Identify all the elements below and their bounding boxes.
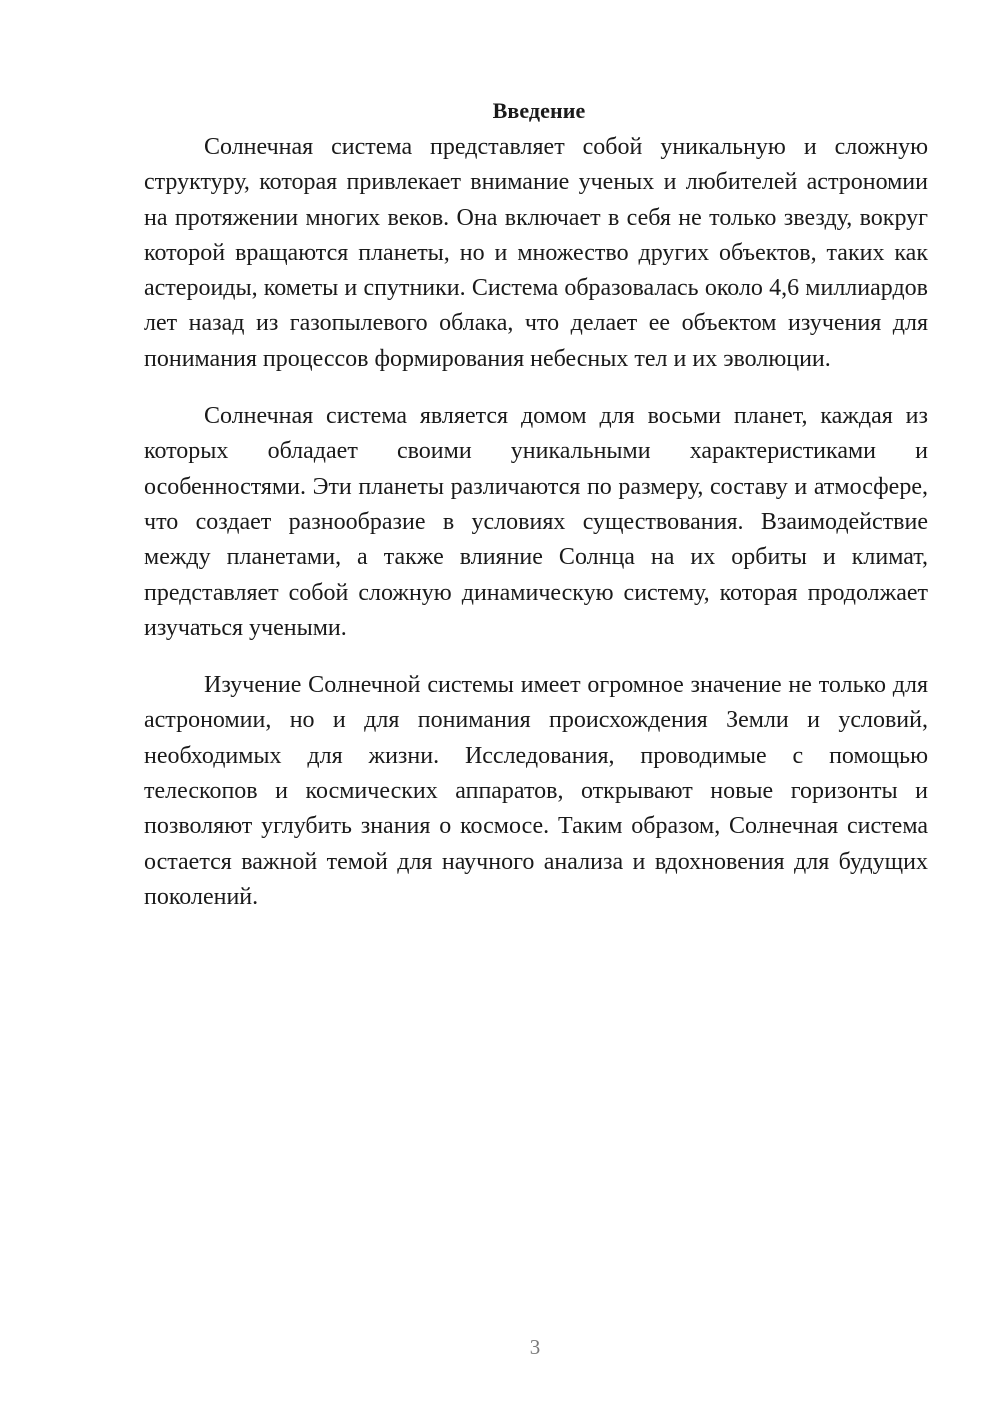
section-heading: Введение	[492, 98, 586, 123]
paragraph-2: Солнечная система является домом для восьми планет, каждая из которых обладает своими уникальными характеристиками и особенностями. Эти планеты различаются по размеру, составу и атмосфере, что создает разнообразие в условиях существования. Взаимодействие между планетами, а также влияние Солнца на их орбиты и климат, представляет собой сложную динамическую систему, которая продолжает изучаться учеными.	[144, 403, 928, 641]
page-number: 3	[529, 1335, 541, 1359]
paragraph-3: Изучение Солнечной системы имеет огромное значение не только для астрономии, но и для понимания происхождения Земли и условий, необходимых для жизни. Исследования, проводимые с помощью телескопов и космических аппаратов, открывают новые горизонты и позволяют углубить знания о космосе. Таким образом, Солнечная система остается важной темой для научного анализа и вдохновения для будущих поколений.	[144, 672, 928, 910]
document-body	[144, 96, 928, 937]
paragraph-1: Солнечная система представляет собой уникальную и сложную структуру, которая привлекает внимание ученых и любителей астрономии на протяжении многих веков. Она включает в себя не только звезду, вокруг которой вращаются планеты, но и множество других объектов, таких как астероиды, кометы и спутники. Система образовалась около 4,6 миллиардов лет назад из газопылевого облака, что делает ее объектом изучения для понимания процессов формирования небесных тел и их эволюции.	[144, 134, 928, 372]
